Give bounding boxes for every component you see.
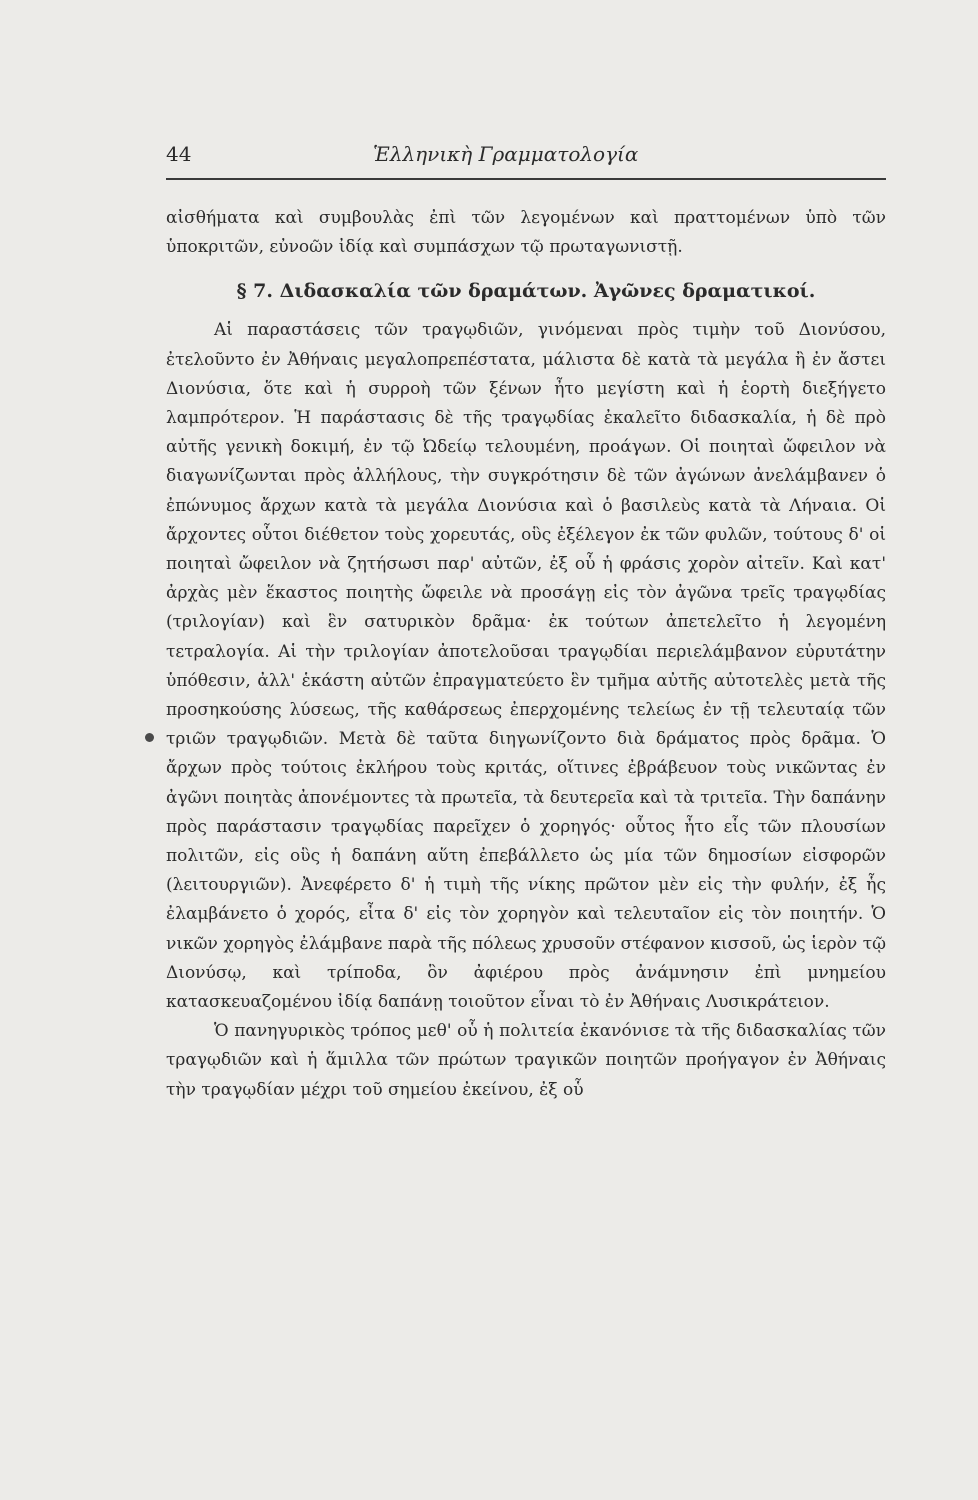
page-header [166,142,886,172]
intro-paragraph: αἰσθήματα καὶ συμβουλὰς ἐπὶ τῶν λεγομένων καὶ πραττομένων ὑπὸ τῶν ὑποκριτῶν, εὐνοῶν ἰδίᾳ καὶ συμπάσχων τῷ πρωταγωνιστῇ. [166,208,886,258]
running-title: Ἑλληνικὴ Γραμματολογία [373,142,639,166]
section-heading: § 7. Διδασκαλία τῶν δραμάτων. Ἀγῶνες δραματικοί. [236,280,816,303]
page-number: 44 [166,142,192,166]
header-rule [166,178,886,180]
page-body [166,204,886,1105]
paragraph: Αἱ παραστάσεις τῶν τραγῳδιῶν, γινόμεναι πρὸς τιμὴν τοῦ Διονύσου, ἐτελοῦντο ἐν Ἀθήναις μεγαλοπρεπέστατα, μάλιστα δὲ κατὰ τὰ μεγάλα ἢ ἐν ἄστει Διονύσια, ὅτε καὶ ἡ συρροὴ τῶν ξένων ἦτο μεγίστη καὶ ἡ ἑορτὴ διεξήγετο λαμπρότερον. Ἡ παράστασις δὲ τῆς τραγῳδίας ἐκαλεῖτο διδασκαλία, ἡ δὲ πρὸ αὐτῆς γενικὴ δοκιμή, ἐν τῷ Ὠδείῳ τελουμένη, προάγων. Οἱ ποιηταὶ ὤφειλον νὰ διαγωνίζωνται πρὸς ἀλλήλους, τὴν συγκρότησιν δὲ τῶν ἀγώνων ἀνελάμβανεν ὁ ἐπώνυμος ἄρχων κατὰ τὰ μεγάλα Διονύσια καὶ ὁ βασιλεὺς κατὰ τὰ Λήναια. Οἱ ἄρχοντες οὗτοι διέθετον τοὺς χορευτάς, οὓς ἐξέλεγον ἐκ τῶν φυλῶν, τούτους δ' οἱ ποιηταὶ ὤφειλον νὰ ζητήσωσι παρ' αὐτῶν, ἐξ οὗ ἡ φράσις χορὸν αἰτεῖν. Καὶ κατ' ἀρχὰς μὲν ἕκαστος ποιητὴς ὤφειλε νὰ προσάγῃ εἰς τὸν ἀγῶνα τρεῖς τραγῳδίας (τριλογίαν) καὶ ἓν σατυρικὸν δρᾶμα· ἐκ τούτων ἀπετελεῖτο ἡ λεγομένη τετραλογία. Αἱ τὴν τριλογίαν ἀποτελοῦσαι τραγῳδίαι περιελάμβανον εὐρυτάτην ὑπόθεσιν, ἀλλ' ἑκάστη αὐτῶν ἐπραγματεύετο ἓν τμῆμα αὐτῆς αὐτοτελὲς μετὰ τῆς προσηκούσης λύσεως, τῆς καθάρσεως ἐπερχομένης τελείως ἐν τῇ τελευταίᾳ τῶν τριῶν τραγῳδιῶν. Μετὰ δὲ ταῦτα διηγωνίζοντο διὰ δράματος πρὸς δρᾶμα. Ὁ ἄρχων πρὸς τούτοις ἐκλήρου τοὺς κριτάς, οἵτινες ἐβράβευον τοὺς νικῶντας ἐν ἀγῶνι ποιητὰς ἀπονέμοντες τὰ πρωτεῖα, τὰ δευτερεῖα καὶ τὰ τριτεῖα. Τὴν δαπάνην πρὸς παράστασιν τραγῳδίας παρεῖχεν ὁ χορηγός· οὗτος ἦτο εἷς τῶν πλουσίων πολιτῶν, εἰς οὓς ἡ δαπάνη αὕτη ἐπεβάλλετο ὡς μία τῶν δημοσίων εἰσφορῶν (λειτουργιῶν). Ἀνεφέρετο δ' ἡ τιμὴ τῆς νίκης πρῶτον μὲν εἰς τὴν φυλήν, ἐξ ἧς ἐλαμβάνετο ὁ χορός, εἶτα δ' εἰς τὸν χορηγὸν καὶ τελευταῖον εἰς τὸν ποιητήν. Ὁ νικῶν χορηγὸς ἐλάμβανε παρὰ τῆς πόλεως χρυσοῦν στέφανον κισσοῦ, ὡς ἱερὸν τῷ Διονύσῳ, καὶ τρίποδα, ὃν ἀφιέρου πρὸς ἀνάμνησιν ἐπὶ μνημείου κατασκευαζομένου ἰδίᾳ δαπάνῃ τοιοῦτον εἶναι τὸ ἐν Ἀθήναις Λυσικράτειον. [166,320,886,1013]
paragraph: Ὁ πανηγυρικὸς τρόπος μεθ' οὗ ἡ πολιτεία ἐκανόνισε τὰ τῆς διδασκαλίας τῶν τραγῳδιῶν καὶ ἡ ἅμιλλα τῶν πρώτων τραγικῶν ποιητῶν προήγαγον ἐν Ἀθήναις τὴν τραγῳδίαν μέχρι τοῦ σημείου ἐκείνου, ἐξ οὗ [166,1021,886,1100]
margin-ink-dot [145,733,154,742]
